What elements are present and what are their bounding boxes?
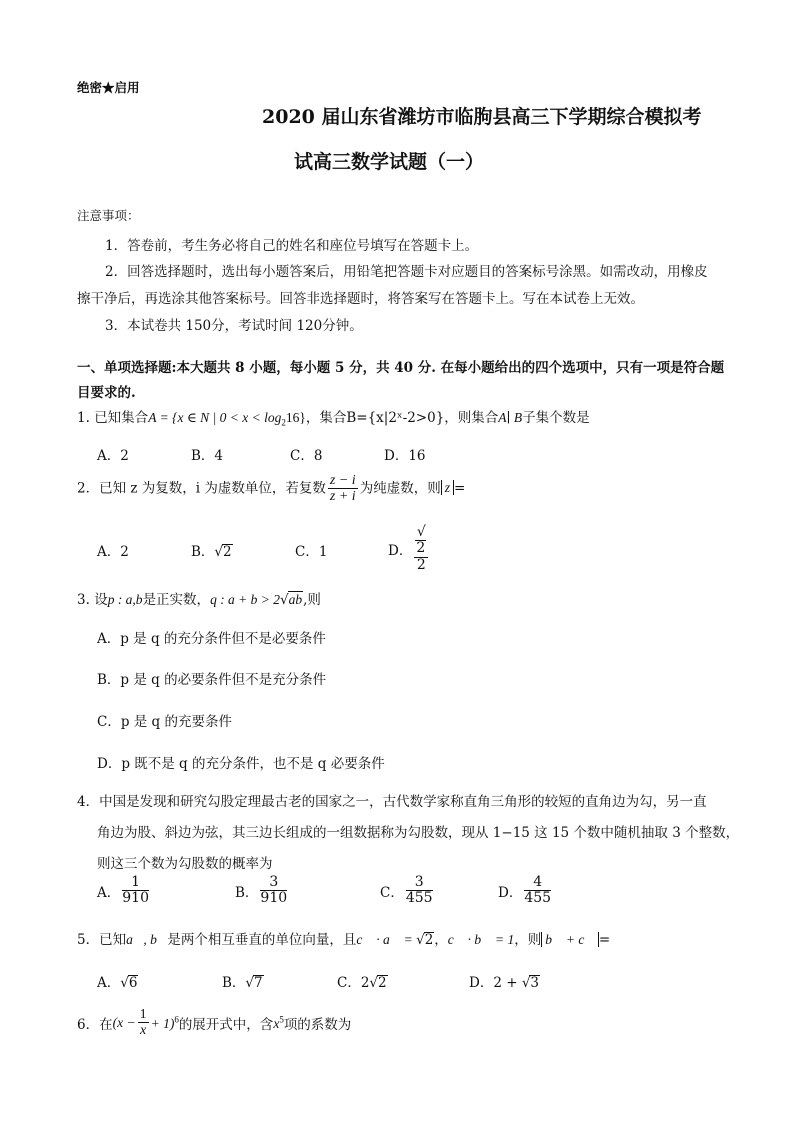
- proposition-q: q : a + b > 2: [210, 592, 281, 607]
- intersection-expression: A∣ B: [498, 410, 523, 425]
- question-text: 是正实数，: [142, 592, 211, 608]
- fraction: $\frac{1}{910}$: [122, 874, 149, 907]
- fraction: $\frac{3}{455}$: [405, 874, 433, 907]
- question-number: 1.: [77, 410, 90, 426]
- separator: ，: [434, 932, 448, 948]
- option-d: D．p 既不是 q 的充分条件，也不是 q 必要条件: [97, 756, 385, 772]
- equals-sign: =: [598, 932, 611, 948]
- option-b: B．√2: [191, 544, 232, 560]
- option-d: D．2 + √3: [469, 975, 540, 991]
- modulus-expression: b⃗ + c⃗: [541, 932, 599, 947]
- question-1: [77, 406, 590, 428]
- fraction: $\frac{4}{455}$: [524, 874, 552, 907]
- fraction: $\frac{z - i}{z + i}$: [329, 473, 356, 505]
- option-b: B． $\frac{3}{910}$: [235, 874, 288, 907]
- question-text: 已知: [99, 932, 127, 948]
- question-text: 已知集合: [94, 410, 149, 426]
- condition-1: c⃗ · a⃗ =: [356, 932, 417, 947]
- option-b: B．√7: [222, 975, 263, 991]
- question-text: 是两个相互垂直的单位向量，且: [167, 932, 357, 948]
- set-b-expression: B={x|2ˣ-2>0}: [346, 410, 445, 426]
- notes-item-2-line-1: 2．回答选择题时，选出每小题答案后，用铅笔把答题卡对应题目的答案标号涂黑。如需改动，用橡皮: [105, 264, 708, 280]
- question-number: 3.: [77, 592, 90, 608]
- radical: ab: [288, 592, 303, 607]
- option-a: A．2: [97, 544, 129, 560]
- option-a: A．p 是 q 的充分条件但不是必要条件: [97, 631, 326, 647]
- question-6: [77, 1007, 351, 1039]
- question-number: 2．: [77, 480, 100, 497]
- fraction: √ 2 2: [414, 525, 428, 573]
- question-text: ,则: [303, 592, 321, 608]
- notes-heading: 注意事项：: [77, 208, 140, 223]
- fraction: $\frac{3}{910}$: [260, 874, 288, 907]
- option-c: C． $\frac{3}{455}$: [380, 874, 433, 907]
- question-text: 已知 z 为复数，i 为虚数单位，若复数: [99, 480, 326, 497]
- notes-item-2-line-2: 擦干净后，再选涂其他答案标号。回答非选择题时，将答案写在答题卡上。写在本试卷上无效。: [77, 291, 644, 307]
- question-text: 在: [99, 1016, 113, 1033]
- question-text: 为纯虚数，则: [359, 480, 441, 497]
- option-c: C．2√2: [337, 975, 387, 991]
- question-2: [77, 473, 465, 505]
- set-a-expression: A = {x ∈ N | $0 < x < \log_216$}: [148, 410, 306, 428]
- question-text: ，则: [514, 932, 542, 948]
- question-text: ，集合: [305, 410, 347, 426]
- title-line-1: 2020 届山东省潍坊市临朐县高三下学期综合模拟考: [262, 106, 702, 128]
- option-d: D． √ 2 2: [388, 525, 430, 573]
- proposition-p: p : a,b: [107, 592, 143, 607]
- question-number: 5．: [77, 932, 100, 948]
- radical: 2: [424, 932, 434, 948]
- option-a: A．2: [97, 448, 129, 464]
- term: $x^5$: [273, 1014, 284, 1031]
- expression: (x −: [112, 1014, 136, 1030]
- condition-2: c⃗ · b⃗ = 1: [447, 932, 515, 947]
- equals-sign: =: [453, 480, 466, 497]
- option-b: B．4: [191, 448, 224, 464]
- confidential-label: 绝密★启用: [77, 80, 140, 95]
- question-number: 6．: [77, 1016, 100, 1033]
- question-text: 设: [94, 592, 108, 608]
- option-a: A． $\frac{1}{910}$: [97, 874, 149, 907]
- section-heading-line-2: 目要求的.: [77, 385, 136, 401]
- option-b: B．p 是 q 的必要条件但不是充分条件: [97, 672, 327, 688]
- expression: + 1)$^6$: [150, 1014, 179, 1031]
- question-4-line-1: 4．中国是发现和研究勾股定理最古老的国家之一，古代数学家称直角三角形的较短的直角边为勾，另一直: [77, 794, 707, 810]
- vectors-ab: a⃗, b⃗: [126, 932, 168, 947]
- option-c: C．1: [295, 544, 328, 560]
- modulus-z: z: [441, 480, 454, 495]
- option-c: C．8: [290, 448, 323, 464]
- option-d: D． $\frac{4}{455}$: [498, 874, 552, 907]
- question-4-line-3: 则这三个数为勾股数的概率为: [97, 856, 273, 872]
- fraction: $\frac{1}{x}$: [139, 1007, 147, 1039]
- notes-item-3: 3．本试卷共 150分，考试时间 120分钟。: [105, 318, 363, 334]
- question-text: 项的系数为: [283, 1016, 352, 1033]
- section-heading-line-1: 一、单项选择题:本大题共 8 小题，每小题 5 分，共 40 分. 在每小题给出的四个选项中，只有一项是符合题: [77, 360, 725, 376]
- question-3: 3. 设p : a,b是正实数，q : a + b > 2√ab,则: [77, 592, 321, 608]
- question-4-line-2: 角边为股、斜边为弦，其三边长组成的一组数据称为勾股数，现从 1−15 这 15 个数中随机抽取 3 个整数，: [97, 825, 740, 841]
- question-text: 子集个数是: [522, 410, 590, 426]
- title-line-2: 试高三数学试题（一）: [294, 151, 485, 173]
- question-text: ，则集合: [444, 410, 499, 426]
- option-a: A．√6: [97, 975, 138, 991]
- option-c: C．p 是 q 的充要条件: [97, 714, 232, 730]
- question-text: 的展开式中，含: [178, 1016, 274, 1033]
- notes-item-1: 1．答卷前，考生务必将自己的姓名和座位号填写在答题卡上。: [105, 238, 479, 254]
- option-d: D．16: [384, 448, 426, 464]
- question-5: 5．已知a⃗, b⃗是两个相互垂直的单位向量，且c⃗ · a⃗ = √2，c⃗ · b⃗ = 1，则 b⃗ + c⃗ =: [77, 932, 611, 948]
